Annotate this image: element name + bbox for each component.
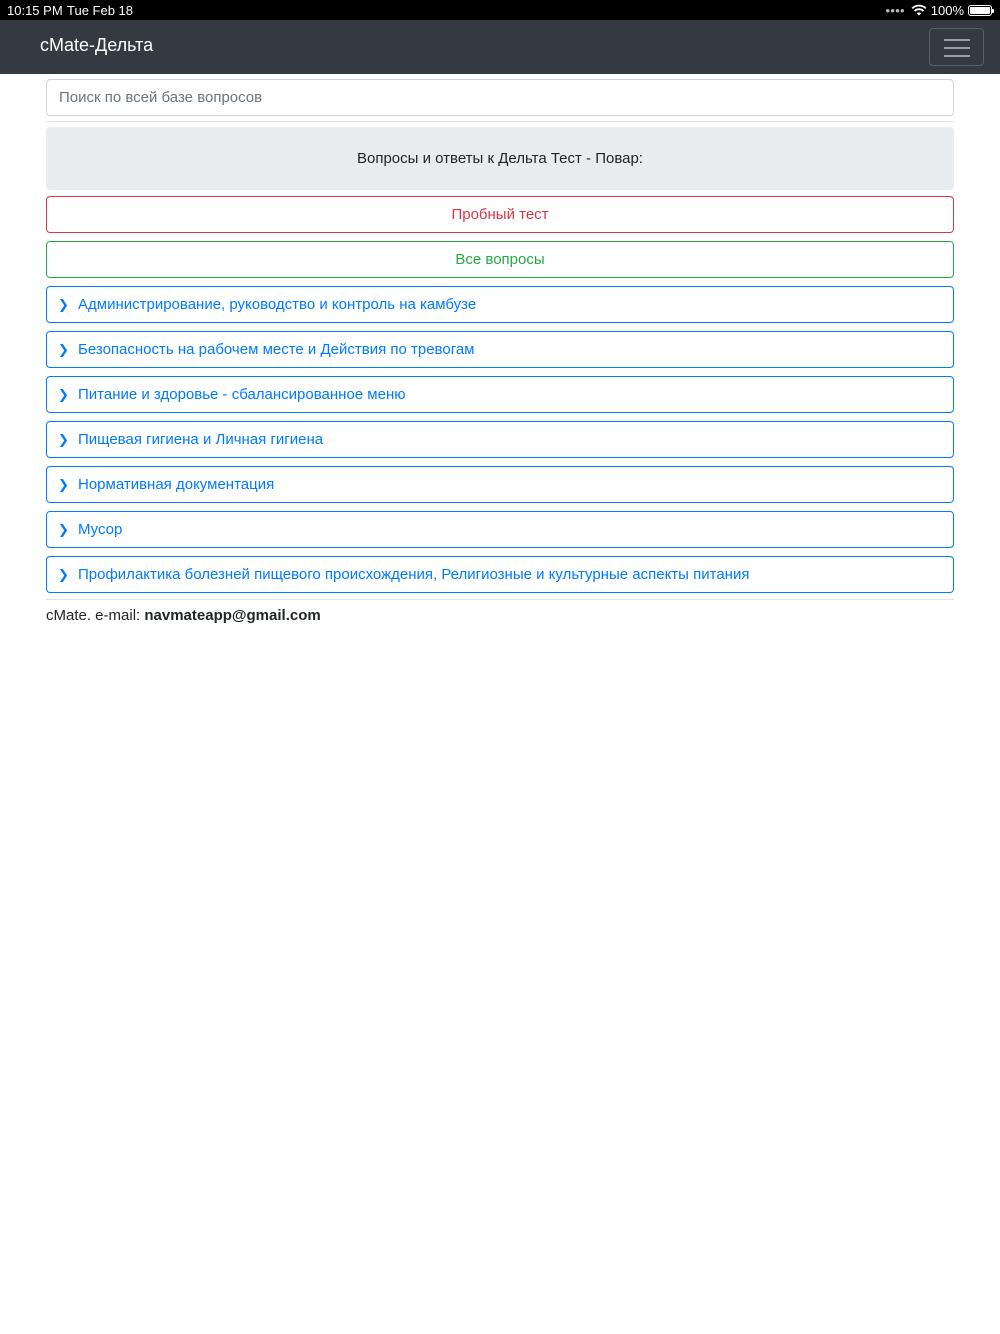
footer (46, 607, 954, 624)
category-label: Пищевая гигиена и Личная гигиена (78, 431, 324, 448)
category-item-nutrition[interactable] (46, 376, 954, 413)
chevron-right-icon: ❯ (58, 521, 69, 537)
page-title: Вопросы и ответы к Дельта Тест - Повар: (357, 150, 643, 167)
hamburger-icon (944, 39, 970, 41)
chevron-right-icon: ❯ (58, 566, 69, 582)
footer-email[interactable]: navmateapp@gmail.com (144, 607, 321, 624)
brand-title[interactable]: cMate-Дельта (40, 35, 154, 55)
category-label: Профилактика болезней пищевого происхождения, Религиозные и культурные аспекты питания (78, 566, 750, 583)
category-item-regulations[interactable] (46, 466, 954, 503)
footer-prefix: cMate. e-mail: (46, 607, 145, 624)
category-label: Администрирование, руководство и контроль на камбузе (78, 296, 477, 313)
divider (46, 121, 954, 122)
trial-test-button[interactable] (46, 196, 954, 233)
battery-percent: 100% (930, 2, 964, 18)
category-item-administration[interactable] (46, 286, 954, 323)
wifi-icon (911, 4, 927, 16)
chevron-right-icon: ❯ (58, 296, 69, 312)
status-time: 10:15 PM (7, 3, 63, 18)
menu-toggle-button[interactable] (929, 28, 984, 66)
chevron-right-icon: ❯ (58, 386, 69, 402)
battery-icon (968, 5, 992, 16)
category-item-safety[interactable] (46, 331, 954, 368)
category-item-disease-prevention[interactable] (46, 556, 954, 593)
chevron-right-icon: ❯ (58, 431, 69, 447)
category-item-garbage[interactable] (46, 511, 954, 548)
trial-test-label: Пробный тест (451, 206, 549, 223)
category-label: Мусор (78, 521, 123, 538)
category-label: Нормативная документация (78, 476, 275, 493)
status-bar (0, 0, 1000, 20)
chevron-right-icon: ❯ (58, 476, 69, 492)
status-right (885, 2, 992, 18)
all-questions-button[interactable] (46, 241, 954, 278)
search-input[interactable] (46, 79, 954, 116)
main-content (46, 79, 954, 624)
navbar (0, 20, 1000, 74)
status-date: Tue Feb 18 (67, 3, 134, 18)
category-label: Питание и здоровье - сбалансированное меню (78, 386, 406, 403)
page-header (46, 127, 954, 190)
category-label: Безопасность на рабочем месте и Действия по тревогам (78, 341, 475, 358)
all-questions-label: Все вопросы (455, 251, 545, 268)
category-item-hygiene[interactable] (46, 421, 954, 458)
chevron-right-icon: ❯ (58, 341, 69, 357)
divider (46, 599, 954, 600)
signal-dots-icon: ●●●● (885, 5, 905, 15)
